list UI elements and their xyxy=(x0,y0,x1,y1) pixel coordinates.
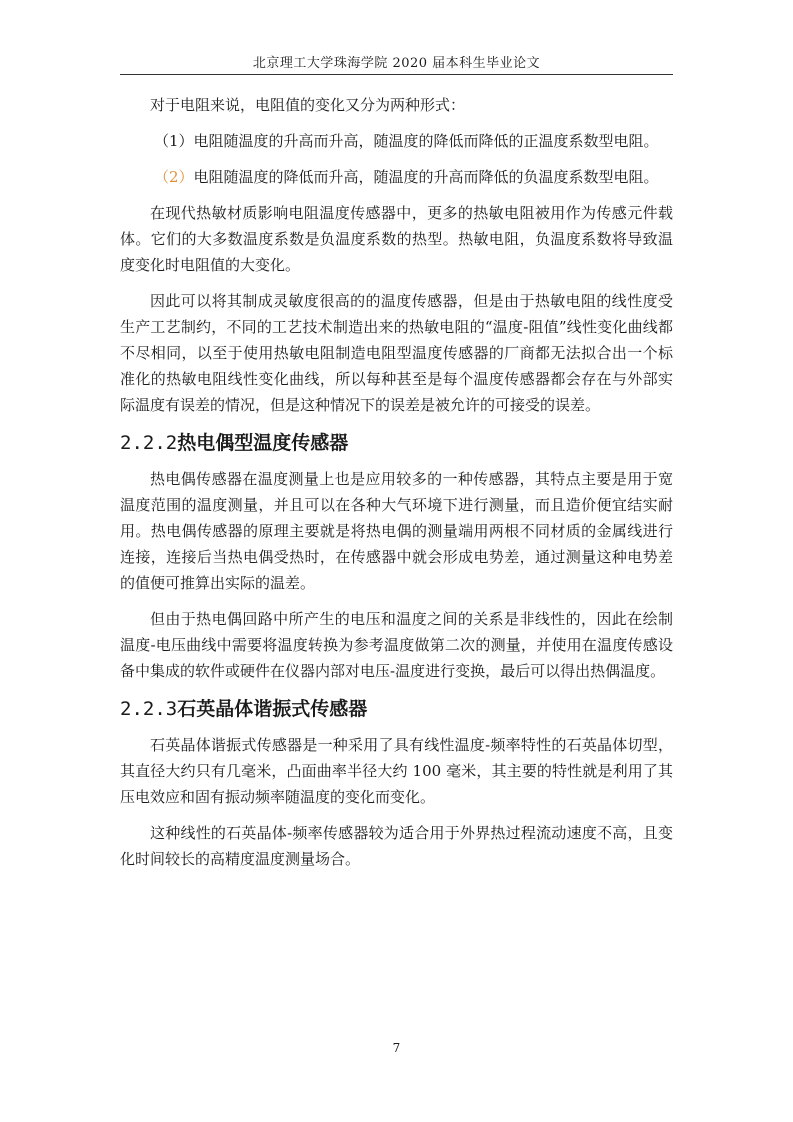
page-body xyxy=(120,92,673,882)
section-title: 石英晶体谐振式传感器 xyxy=(177,698,368,720)
body-paragraph: 这种线性的石英晶体-频率传感器较为适合用于外界热过程流动速度不高，且变化时间较长的高精度温度测量场合。 xyxy=(120,824,673,868)
section-number: 2.2.3 xyxy=(120,698,178,720)
body-paragraph: 在现代热敏材质影响电阻温度传感器中，更多的热敏电阻被用作为传感元件载体。它们的大多数温度系数是负温度系数的热型。热敏电阻，负温度系数将导致温度变化时电阻值的大变化。 xyxy=(120,204,673,274)
section-title: 热电偶型温度传感器 xyxy=(177,432,349,454)
section-heading-2-2-2 xyxy=(120,428,673,458)
list-item xyxy=(120,164,673,190)
body-paragraph: 但由于热电偶回路中所产生的电压和温度之间的关系是非线性的，因此在绘制温度-电压曲线中需要将温度转换为参考温度做第二次的测量，并使用在温度传感设备中集成的软件或硬件在仪器内部对电压-温度进行变换，最后可以得出热偶温度。 xyxy=(120,610,673,680)
intro-paragraph: 对于电阻来说，电阻值的变化又分为两种形式： xyxy=(150,96,466,114)
running-header: 北京理工大学珠海学院 2020 届本科生毕业论文 xyxy=(252,56,541,71)
section-number: 2.2.2 xyxy=(120,432,178,454)
body-paragraph: 石英晶体谐振式传感器是一种采用了具有线性温度-频率特性的石英晶体切型，其直径大约只有几毫米，凸面曲率半径大约 100 毫米，其主要的特性就是利用了其压电效应和固有振动频率随温度的变化而变化。 xyxy=(120,736,673,806)
body-paragraph: 因此可以将其制成灵敏度很高的的温度传感器，但是由于热敏电阻的线性度受生产工艺制约，不同的工艺技术制造出来的热敏电阻的“温度-阻值”线性变化曲线都不尽相同，以至于使用热敏电阻制造电阻型温度传感器的厂商都无法拟合出一个标准化的热敏电阻线性变化曲线，所以每种甚至是每个温度传感器都会存在与外部实际温度有误差的情况，但是这种情况下的误差是被允许的可接受的误差。 xyxy=(120,292,673,414)
list-item-text: 电阻随温度的升高而升高，随温度的降低而降低的正温度系数型电阻。 xyxy=(193,132,659,150)
list-item-number: （1） xyxy=(154,132,194,150)
body-paragraph: 热电偶传感器在温度测量上也是应用较多的一种传感器，其特点主要是用于宽温度范围的温度测量，并且可以在各种大气环境下进行测量，而且造价便宜结实耐用。热电偶传感器的原理主要就是将热电偶的测量端用两根不同材质的金属线进行连接，连接后当热电偶受热时，在传感器中就会形成电势差，通过测量这种电势差的值便可推算出实际的温差。 xyxy=(120,470,673,592)
page-number: 7 xyxy=(392,1041,401,1055)
list-item-number: （2） xyxy=(154,168,194,186)
list-item-text: 电阻随温度的降低而升高，随温度的升高而降低的负温度系数型电阻。 xyxy=(193,168,659,186)
list-item xyxy=(120,128,673,154)
section-heading-2-2-3 xyxy=(120,694,673,724)
header-divider xyxy=(120,74,673,75)
